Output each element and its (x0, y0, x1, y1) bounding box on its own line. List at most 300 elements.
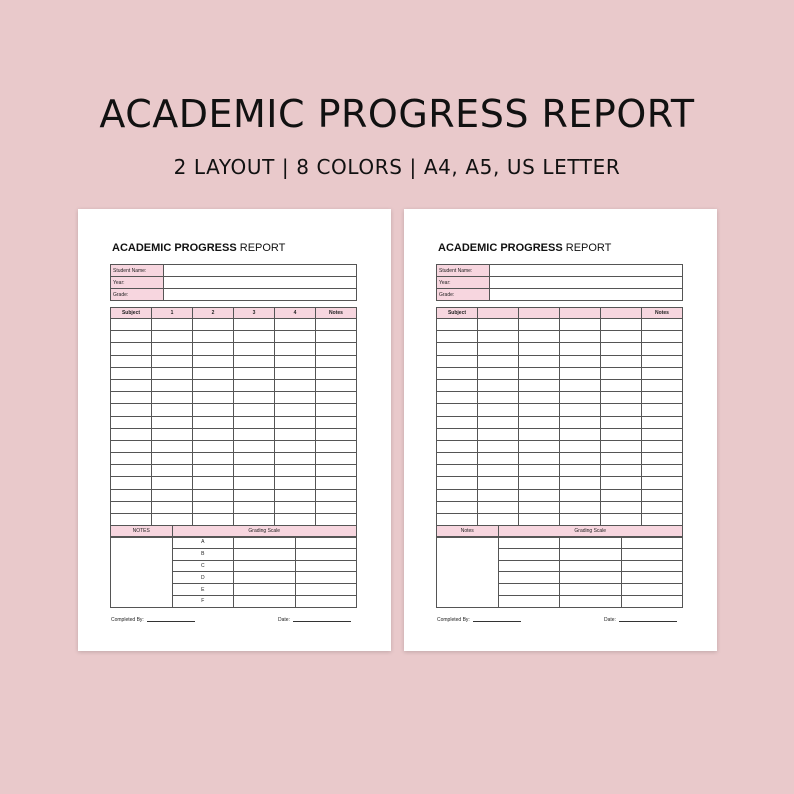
table-cell[interactable] (601, 477, 642, 489)
table-cell[interactable] (275, 453, 316, 465)
table-cell[interactable] (478, 465, 519, 477)
table-cell[interactable] (193, 453, 234, 465)
table-cell[interactable] (601, 489, 642, 501)
table-cell[interactable] (234, 331, 275, 343)
table-cell[interactable] (642, 331, 683, 343)
table-cell[interactable] (152, 514, 193, 526)
table-row (437, 404, 683, 416)
subjects-table-body (111, 319, 357, 538)
completed-by-line[interactable] (147, 621, 195, 622)
notes-area[interactable] (437, 537, 499, 608)
table-row (437, 477, 683, 489)
table-cell[interactable] (519, 416, 560, 428)
notes-area[interactable] (111, 537, 173, 608)
notes-header: Notes (437, 526, 499, 537)
table-row (437, 319, 683, 331)
table-row (111, 404, 357, 416)
table-cell[interactable] (478, 319, 519, 331)
table-cell[interactable] (601, 465, 642, 477)
table-cell[interactable] (152, 501, 193, 513)
table-cell[interactable] (560, 440, 601, 452)
table-cell[interactable] (193, 514, 234, 526)
table-cell[interactable] (316, 428, 357, 440)
grade-cell[interactable] (498, 548, 560, 560)
table-cell[interactable] (193, 343, 234, 355)
table-cell[interactable] (560, 355, 601, 367)
grade-desc-cell[interactable] (621, 560, 683, 572)
table-cell[interactable] (519, 367, 560, 379)
table-cell[interactable] (437, 319, 478, 331)
table-row (437, 416, 683, 428)
table-cell[interactable] (560, 392, 601, 404)
table-cell[interactable] (316, 379, 357, 391)
table-cell[interactable] (642, 319, 683, 331)
table-cell[interactable] (437, 392, 478, 404)
table-row (111, 489, 357, 501)
table-cell[interactable] (152, 319, 193, 331)
table-cell[interactable] (111, 392, 152, 404)
table-row (111, 331, 357, 343)
column-header: Notes (642, 308, 683, 319)
table-cell[interactable] (437, 404, 478, 416)
table-cell[interactable] (316, 404, 357, 416)
table-cell[interactable] (193, 416, 234, 428)
table-cell[interactable] (152, 489, 193, 501)
year-field[interactable] (164, 277, 357, 289)
table-cell[interactable] (560, 416, 601, 428)
column-header: 4 (275, 308, 316, 319)
grade-desc-cell[interactable] (621, 548, 683, 560)
table-cell[interactable] (275, 465, 316, 477)
table-cell[interactable] (193, 331, 234, 343)
table-cell[interactable] (437, 440, 478, 452)
student-name-field[interactable] (164, 265, 357, 277)
table-cell[interactable] (519, 453, 560, 465)
grade-range-cell[interactable] (560, 548, 622, 560)
subheadline: 2 LAYOUT | 8 COLORS | A4, A5, US LETTER (173, 155, 621, 179)
table-cell[interactable] (111, 379, 152, 391)
table-row (437, 428, 683, 440)
table-cell[interactable] (193, 440, 234, 452)
year-label: Year: (437, 277, 490, 289)
table-cell[interactable] (193, 392, 234, 404)
table-cell[interactable] (111, 440, 152, 452)
table-cell[interactable] (193, 379, 234, 391)
table-cell[interactable] (560, 453, 601, 465)
table-row (111, 367, 357, 379)
table-cell[interactable] (316, 440, 357, 452)
table-cell[interactable] (152, 465, 193, 477)
table-cell[interactable] (152, 331, 193, 343)
table-cell[interactable] (642, 343, 683, 355)
table-cell[interactable] (316, 489, 357, 501)
table-row (111, 477, 357, 489)
table-cell[interactable] (437, 501, 478, 513)
table-cell[interactable] (642, 453, 683, 465)
table-cell[interactable] (111, 453, 152, 465)
grade-range-cell[interactable] (234, 560, 296, 572)
table-cell[interactable] (437, 477, 478, 489)
table-cell[interactable] (478, 477, 519, 489)
table-row (437, 489, 683, 501)
grade-cell[interactable] (498, 560, 560, 572)
table-cell[interactable] (601, 416, 642, 428)
grade-desc-cell[interactable] (295, 595, 357, 607)
table-cell[interactable] (111, 477, 152, 489)
table-cell[interactable] (316, 343, 357, 355)
table-cell[interactable] (152, 367, 193, 379)
table-cell[interactable] (601, 392, 642, 404)
table-cell[interactable] (316, 501, 357, 513)
student-name-field[interactable] (490, 265, 683, 277)
table-row (437, 453, 683, 465)
column-header (601, 308, 642, 319)
table-cell[interactable] (111, 501, 152, 513)
table-cell[interactable] (275, 428, 316, 440)
table-cell[interactable] (234, 367, 275, 379)
grade-desc-cell[interactable] (621, 537, 683, 549)
table-cell[interactable] (316, 477, 357, 489)
table-cell[interactable] (642, 416, 683, 428)
table-row (111, 355, 357, 367)
table-cell[interactable] (234, 501, 275, 513)
table-cell[interactable] (152, 404, 193, 416)
table-cell[interactable] (234, 355, 275, 367)
table-cell[interactable] (560, 428, 601, 440)
table-cell[interactable] (111, 514, 152, 526)
grade-desc-cell[interactable] (621, 595, 683, 607)
table-cell[interactable] (601, 440, 642, 452)
table-cell[interactable] (437, 367, 478, 379)
table-cell[interactable] (519, 379, 560, 391)
table-cell[interactable] (234, 392, 275, 404)
notes-grading-table (110, 525, 357, 608)
table-cell[interactable] (316, 355, 357, 367)
table-row (437, 514, 683, 526)
table-cell[interactable] (601, 355, 642, 367)
table-cell[interactable] (478, 355, 519, 367)
table-cell[interactable] (234, 319, 275, 331)
table-cell[interactable] (478, 440, 519, 452)
grade-range-cell[interactable] (234, 548, 296, 560)
table-cell[interactable] (193, 477, 234, 489)
grade-range-cell[interactable] (234, 595, 296, 607)
grade-cell[interactable] (498, 584, 560, 596)
table-cell[interactable] (560, 367, 601, 379)
grade-range-cell[interactable] (560, 560, 622, 572)
table-cell[interactable] (111, 404, 152, 416)
table-cell[interactable] (478, 453, 519, 465)
grade-range-cell[interactable] (234, 584, 296, 596)
table-cell[interactable] (275, 501, 316, 513)
table-row (437, 331, 683, 343)
table-cell[interactable] (437, 379, 478, 391)
table-cell[interactable] (601, 501, 642, 513)
table-cell[interactable] (111, 489, 152, 501)
table-cell[interactable] (316, 331, 357, 343)
grade-desc-cell[interactable] (621, 572, 683, 584)
grading-scale-header: Grading Scale (172, 526, 357, 537)
table-cell[interactable] (234, 440, 275, 452)
page-title-bold: ACADEMIC PROGRESS (438, 242, 563, 254)
date-label: Date: (278, 617, 290, 623)
table-cell[interactable] (642, 379, 683, 391)
year-field[interactable] (490, 277, 683, 289)
table-cell[interactable] (316, 465, 357, 477)
table-cell[interactable] (275, 355, 316, 367)
date-label: Date: (604, 617, 616, 623)
table-cell[interactable] (316, 319, 357, 331)
table-cell[interactable] (111, 343, 152, 355)
table-cell[interactable] (152, 355, 193, 367)
table-cell[interactable] (478, 501, 519, 513)
table-cell[interactable] (642, 477, 683, 489)
table-cell[interactable] (560, 465, 601, 477)
grade-desc-cell[interactable] (295, 584, 357, 596)
table-row (437, 465, 683, 477)
grade-desc-cell[interactable] (295, 537, 357, 549)
table-cell[interactable] (193, 367, 234, 379)
table-cell[interactable] (275, 379, 316, 391)
table-cell[interactable] (193, 319, 234, 331)
table-cell[interactable] (152, 379, 193, 391)
table-cell[interactable] (642, 428, 683, 440)
table-cell[interactable] (601, 514, 642, 526)
table-cell[interactable] (478, 514, 519, 526)
table-cell[interactable] (560, 489, 601, 501)
grade-range-cell[interactable] (234, 537, 296, 549)
grade-range-cell[interactable] (560, 537, 622, 549)
table-row (437, 440, 683, 452)
table-cell[interactable] (642, 501, 683, 513)
table-cell[interactable] (560, 477, 601, 489)
table-cell[interactable] (275, 477, 316, 489)
grade-range-cell[interactable] (560, 584, 622, 596)
table-cell[interactable] (275, 343, 316, 355)
table-cell[interactable] (560, 501, 601, 513)
completed-by-label: Completed By: (437, 617, 470, 623)
table-cell[interactable] (478, 367, 519, 379)
table-cell[interactable] (275, 319, 316, 331)
grade-range-cell[interactable] (560, 572, 622, 584)
table-cell[interactable] (316, 367, 357, 379)
table-cell[interactable] (111, 416, 152, 428)
table-row (111, 440, 357, 452)
table-cell[interactable] (152, 440, 193, 452)
table-cell[interactable] (519, 477, 560, 489)
table-cell[interactable] (152, 428, 193, 440)
table-cell[interactable] (478, 392, 519, 404)
table-cell[interactable] (111, 428, 152, 440)
table-cell[interactable] (193, 501, 234, 513)
table-cell[interactable] (560, 514, 601, 526)
grade-cell: E (172, 584, 234, 596)
table-cell[interactable] (601, 331, 642, 343)
table-cell[interactable] (519, 489, 560, 501)
table-cell[interactable] (437, 489, 478, 501)
table-cell[interactable] (193, 404, 234, 416)
completed-by-line[interactable] (473, 621, 521, 622)
table-cell[interactable] (519, 331, 560, 343)
table-cell[interactable] (437, 416, 478, 428)
table-cell[interactable] (275, 367, 316, 379)
page-title-rest: REPORT (236, 242, 286, 254)
date (278, 617, 351, 623)
table-cell[interactable] (193, 489, 234, 501)
grade-cell: F (172, 595, 234, 607)
table-cell[interactable] (519, 404, 560, 416)
table-cell[interactable] (478, 379, 519, 391)
column-header (560, 308, 601, 319)
grade-cell: B (172, 548, 234, 560)
table-cell[interactable] (478, 404, 519, 416)
table-cell[interactable] (642, 367, 683, 379)
table-cell[interactable] (560, 404, 601, 416)
table-cell[interactable] (478, 489, 519, 501)
grade-range-cell[interactable] (234, 572, 296, 584)
table-cell[interactable] (111, 355, 152, 367)
table-row (111, 453, 357, 465)
table-cell[interactable] (519, 392, 560, 404)
table-cell[interactable] (478, 331, 519, 343)
table-cell[interactable] (234, 514, 275, 526)
subjects-table-body (437, 319, 683, 538)
table-cell[interactable] (437, 465, 478, 477)
date-line[interactable] (619, 621, 677, 622)
table-cell[interactable] (275, 404, 316, 416)
table-cell[interactable] (234, 489, 275, 501)
page-title-rest: REPORT (562, 242, 612, 254)
table-cell[interactable] (275, 331, 316, 343)
table-cell[interactable] (601, 343, 642, 355)
table-row (111, 392, 357, 404)
table-cell[interactable] (519, 319, 560, 331)
table-cell[interactable] (642, 440, 683, 452)
table-cell[interactable] (601, 404, 642, 416)
table-row (111, 343, 357, 355)
table-cell[interactable] (437, 343, 478, 355)
table-cell[interactable] (642, 404, 683, 416)
table-cell[interactable] (478, 343, 519, 355)
table-cell[interactable] (519, 440, 560, 452)
table-cell[interactable] (316, 416, 357, 428)
table-cell[interactable] (519, 355, 560, 367)
table-cell[interactable] (234, 379, 275, 391)
grade-cell: D (172, 572, 234, 584)
table-cell[interactable] (519, 514, 560, 526)
table-cell[interactable] (234, 343, 275, 355)
table-cell[interactable] (437, 355, 478, 367)
grade-label: Grade: (111, 289, 164, 301)
table-cell[interactable] (275, 489, 316, 501)
table-cell[interactable] (316, 453, 357, 465)
grade-field[interactable] (164, 289, 357, 301)
table-cell[interactable] (478, 428, 519, 440)
table-cell[interactable] (234, 428, 275, 440)
student-info-table (436, 264, 683, 301)
table-row (111, 379, 357, 391)
table-cell[interactable] (234, 477, 275, 489)
table-cell[interactable] (642, 489, 683, 501)
table-cell[interactable] (152, 392, 193, 404)
grade-cell[interactable] (498, 537, 560, 549)
notes-grading-table (436, 525, 683, 608)
grade-desc-cell[interactable] (295, 560, 357, 572)
grade-field[interactable] (490, 289, 683, 301)
table-cell[interactable] (111, 465, 152, 477)
table-cell[interactable] (275, 514, 316, 526)
table-cell[interactable] (234, 465, 275, 477)
table-cell[interactable] (601, 428, 642, 440)
table-cell[interactable] (560, 343, 601, 355)
table-cell[interactable] (601, 319, 642, 331)
page-title (112, 242, 285, 254)
table-cell[interactable] (519, 465, 560, 477)
grade-cell[interactable] (498, 595, 560, 607)
table-cell[interactable] (642, 514, 683, 526)
grade-desc-cell[interactable] (621, 584, 683, 596)
table-cell[interactable] (234, 453, 275, 465)
table-cell[interactable] (152, 477, 193, 489)
year-label: Year: (111, 277, 164, 289)
table-cell[interactable] (560, 331, 601, 343)
table-cell[interactable] (275, 416, 316, 428)
table-cell[interactable] (601, 379, 642, 391)
table-cell[interactable] (519, 428, 560, 440)
table-cell[interactable] (437, 331, 478, 343)
table-cell[interactable] (316, 392, 357, 404)
table-cell[interactable] (316, 514, 357, 526)
table-row (111, 416, 357, 428)
table-cell[interactable] (601, 453, 642, 465)
table-cell[interactable] (193, 428, 234, 440)
table-cell[interactable] (642, 355, 683, 367)
table-cell[interactable] (193, 355, 234, 367)
table-cell[interactable] (519, 501, 560, 513)
table-row (437, 367, 683, 379)
grade-desc-cell[interactable] (295, 548, 357, 560)
table-cell[interactable] (437, 453, 478, 465)
table-cell[interactable] (478, 416, 519, 428)
table-cell[interactable] (519, 343, 560, 355)
table-cell[interactable] (152, 453, 193, 465)
date-line[interactable] (293, 621, 351, 622)
table-cell[interactable] (111, 319, 152, 331)
table-cell[interactable] (234, 404, 275, 416)
completed-by-label: Completed By: (111, 617, 144, 623)
table-row (111, 501, 357, 513)
table-cell[interactable] (560, 379, 601, 391)
table-cell[interactable] (152, 416, 193, 428)
notes-header: NOTES (111, 526, 173, 537)
table-cell[interactable] (642, 465, 683, 477)
table-cell[interactable] (642, 392, 683, 404)
grade-desc-cell[interactable] (295, 572, 357, 584)
grade-cell[interactable] (498, 572, 560, 584)
table-cell[interactable] (111, 367, 152, 379)
table-cell[interactable] (152, 343, 193, 355)
table-cell[interactable] (560, 319, 601, 331)
table-cell[interactable] (234, 416, 275, 428)
table-cell[interactable] (601, 367, 642, 379)
grade-range-cell[interactable] (560, 595, 622, 607)
table-cell[interactable] (275, 440, 316, 452)
table-cell[interactable] (193, 465, 234, 477)
table-cell[interactable] (437, 428, 478, 440)
table-cell[interactable] (275, 392, 316, 404)
table-cell[interactable] (437, 514, 478, 526)
table-cell[interactable] (111, 331, 152, 343)
